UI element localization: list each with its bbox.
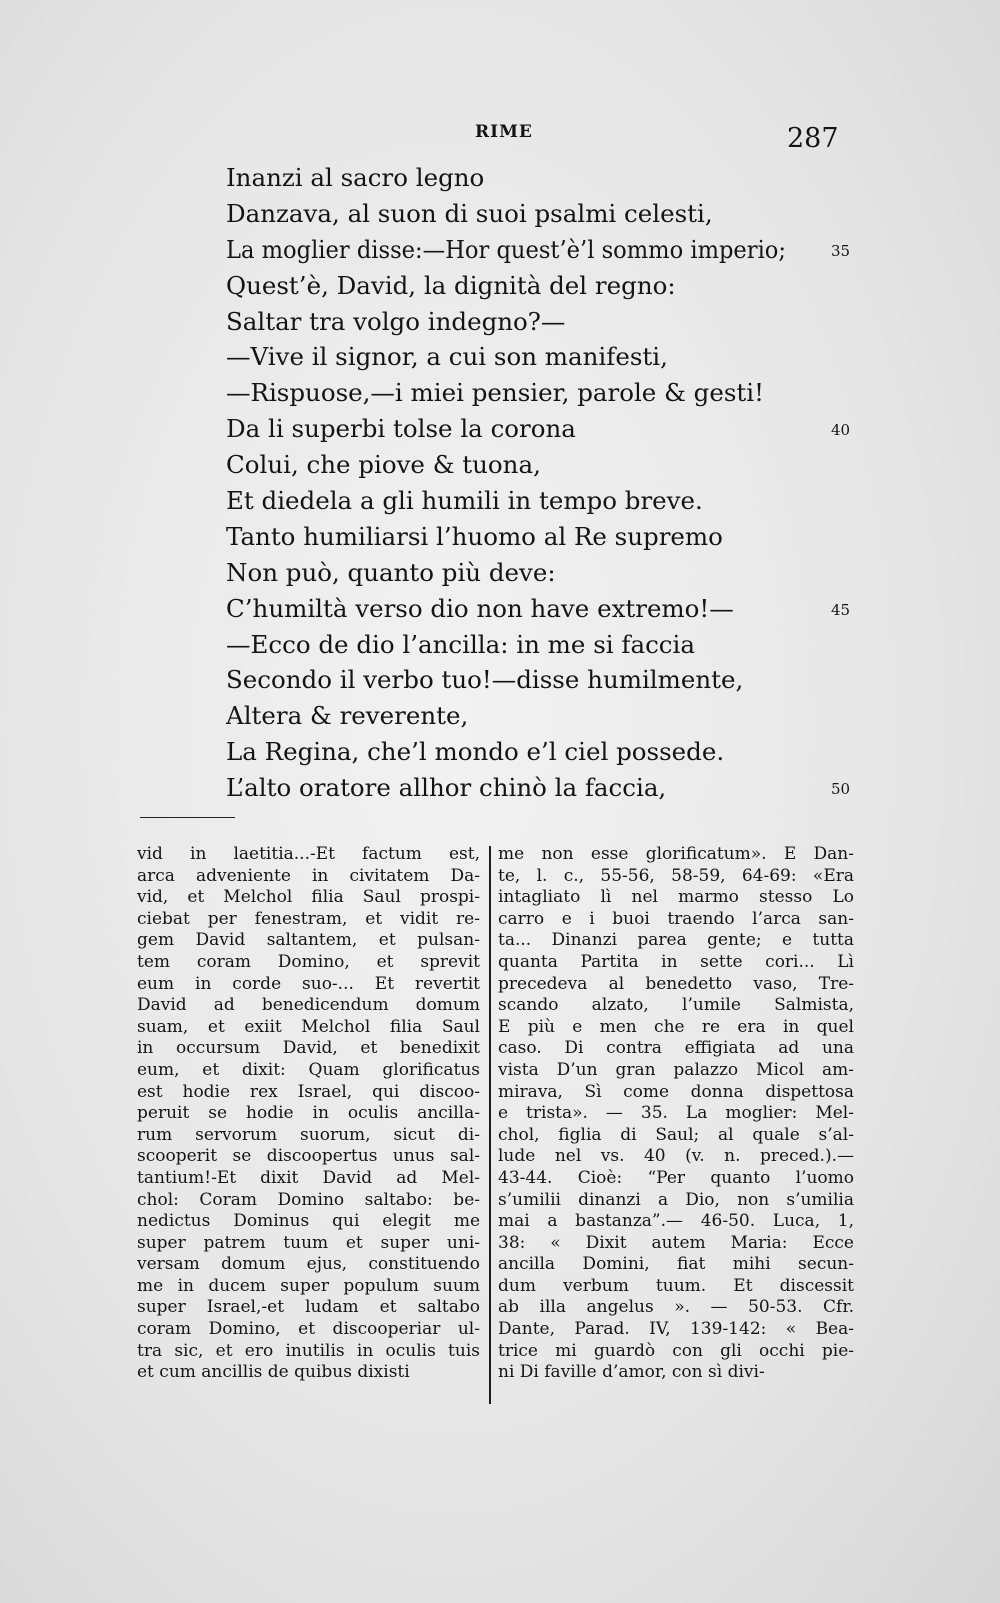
verse-line — [226, 232, 851, 268]
verse-line — [226, 411, 851, 447]
footnote-line: eum, et dixit: Quam glorificatus — [137, 1059, 480, 1080]
footnote-line: Dante, Parad. IV, 139-142: « Bea- — [498, 1319, 854, 1340]
footnote-line: precedeva al benedetto vaso, Tre- — [498, 973, 854, 994]
footnote-line: me in ducem super populum suum — [137, 1275, 480, 1296]
footnote-line: ancilla Domini, fiat mihi secun- — [498, 1254, 854, 1275]
footnote-line: versam domum ejus, constituendo — [137, 1254, 480, 1275]
footnote-line: vid in laetitia...-Et factum est, — [137, 844, 480, 864]
footnote-line: arca adveniente in civitatem Da- — [137, 865, 480, 886]
footnote-line: lude nel vs. 40 (v. n. preced.).— — [498, 1146, 854, 1167]
verse-line — [226, 627, 846, 663]
footnote-line: quanta Partita in sette cori... Lì — [498, 951, 854, 972]
verse-line — [226, 591, 851, 627]
footnote-line: dum verbum tuum. Et discessit — [498, 1275, 854, 1296]
verse-line — [226, 268, 846, 304]
verse-block — [226, 160, 851, 806]
verse-line — [226, 662, 846, 698]
verse-text: —Vive il signor, a cui son manifesti, — [226, 342, 668, 372]
footnote-line: e trista». — 35. La moglier: Mel- — [498, 1103, 854, 1124]
footnote-line: te, l. c., 55-56, 58-59, 64-69: «Era — [498, 865, 854, 886]
verse-line — [226, 483, 846, 519]
footnote-line: chol, figlia di Saul; al quale s’al- — [498, 1124, 854, 1145]
verse-line-number: 50 — [831, 780, 851, 799]
footnote-line: in occursum David, et benedixit — [137, 1038, 480, 1059]
footnote-line: intagliato lì nel marmo stesso Lo — [498, 887, 854, 908]
running-header: RIME — [475, 122, 533, 142]
verse-line-number: 35 — [831, 241, 851, 260]
verse-line — [226, 555, 846, 591]
footnote-line: scooperit se discoopertus unus sal- — [137, 1146, 480, 1167]
footnote-line: peruit se hodie in oculis ancilla- — [137, 1103, 480, 1124]
footnote-line: tra sic, et ero inutilis in oculis tuis — [137, 1340, 480, 1361]
footnote-line: tantium!-Et dixit David ad Mel- — [137, 1167, 480, 1188]
verse-text: Non può, quanto più deve: — [226, 557, 556, 587]
footnote-line: mai a bastanza”.— 46-50. Luca, 1, — [498, 1211, 854, 1232]
footnote-line: est hodie rex Israel, qui discoo- — [137, 1081, 480, 1102]
footnote-line: vid, et Melchol filia Saul prospi- — [137, 887, 480, 908]
footnote-line: eum in corde suo-... Et revertit — [137, 973, 480, 994]
verse-text: Quest’è, David, la dignità del regno: — [226, 270, 676, 300]
footnote-line: chol: Coram Domino saltabo: be- — [137, 1189, 480, 1210]
footnote-line: carro e i buoi traendo l’arca san- — [498, 908, 854, 929]
verse-text: La Regina, che’l mondo e’l ciel possede. — [226, 737, 725, 767]
verse-text: La moglier disse:—Hor quest’è’l sommo imperio; — [226, 234, 786, 264]
verse-text: Saltar tra volgo indegno?— — [226, 306, 566, 336]
footnote-line: David ad benedicendum domum — [137, 995, 480, 1016]
footnote-line: rum servorum suorum, sicut di- — [137, 1124, 480, 1145]
verse-line-number: 40 — [831, 421, 851, 440]
verse-line — [226, 519, 846, 555]
footnote-line: 38: « Dixit autem Maria: Ecce — [498, 1232, 854, 1253]
footnote-line: caso. Di contra effigiata ad una — [498, 1038, 854, 1059]
verse-text: Inanzi al sacro legno — [226, 163, 485, 192]
verse-text: Tanto humiliarsi l’huomo al Re supremo — [226, 521, 723, 551]
verse-text: C’humiltà verso dio non have extremo!— — [226, 593, 734, 623]
notes-column-left — [137, 844, 480, 1384]
footnote-line: trice mi guardò con gli occhi pie- — [498, 1340, 854, 1361]
verse-line — [226, 447, 846, 483]
footnote-rule — [140, 817, 235, 818]
footnote-line: suam, et exiit Melchol filia Saul — [137, 1016, 480, 1037]
footnote-line: nedictus Dominus qui elegit me — [137, 1211, 480, 1232]
footnote-line: me non esse glorificatum». E Dan- — [498, 844, 854, 864]
verse-text: Et diedela a gli humili in tempo breve. — [226, 486, 703, 516]
footnote-line: super Israel,-et ludam et saltabo — [137, 1297, 480, 1318]
verse-line — [226, 304, 846, 340]
verse-text: Secondo il verbo tuo!—disse humilmente, — [226, 665, 744, 695]
footnote-line: ciebat per fenestram, et vidit re- — [137, 908, 480, 929]
verse-text: Da li superbi tolse la corona — [226, 414, 576, 444]
footnote-line: et cum ancillis de quibus dixisti — [137, 1362, 410, 1383]
verse-text: —Ecco de dio l’ancilla: in me si faccia — [226, 629, 695, 659]
verse-line — [226, 375, 846, 411]
footnote-line: scando alzato, l’umile Salmista, — [498, 995, 854, 1016]
footnote-line: mirava, Sì come donna dispettosa — [498, 1081, 854, 1102]
verse-line-number: 45 — [831, 600, 851, 619]
notes-column-right — [498, 844, 854, 1384]
verse-line — [226, 698, 846, 734]
verse-text: Altera & reverente, — [226, 701, 469, 731]
verse-text: Colui, che piove & tuona, — [226, 450, 541, 480]
footnote-line: gem David saltantem, et pulsan- — [137, 930, 480, 951]
footnote-line: ab illa angelus ». — 50-53. Cfr. — [498, 1297, 854, 1318]
footnote-line: ni Di faville d’amor, con sì divi- — [498, 1362, 765, 1383]
verse-text: L’alto oratore allhor chinò la faccia, — [226, 773, 667, 803]
verse-line — [226, 770, 851, 806]
footnote-line: coram Domino, et discooperiar ul- — [137, 1319, 480, 1340]
footnote-line: vista D’un gran palazzo Micol am- — [498, 1059, 854, 1080]
page-number: 287 — [787, 123, 839, 154]
footnote-line: super patrem tuum et super uni- — [137, 1232, 480, 1253]
footnote-line: 43-44. Cioè: “Per quanto l’uomo — [498, 1167, 854, 1188]
footnote-line: ta... Dinanzi parea gente; e tutta — [498, 930, 854, 951]
footnote-line: s’umilii dinanzi a Dio, non s’umilia — [498, 1189, 854, 1210]
footnote-line: E più e men che re era in quel — [498, 1016, 854, 1037]
verse-line — [226, 734, 846, 770]
verse-text: Danzava, al suon di suoi psalmi celesti, — [226, 198, 713, 228]
column-divider — [489, 846, 491, 1404]
verse-text: —Rispuose,—i miei pensier, parole & gesti! — [226, 378, 764, 408]
footnote-line: tem coram Domino, et sprevit — [137, 951, 480, 972]
verse-line — [226, 339, 846, 375]
verse-line — [226, 160, 846, 196]
verse-line — [226, 196, 846, 232]
